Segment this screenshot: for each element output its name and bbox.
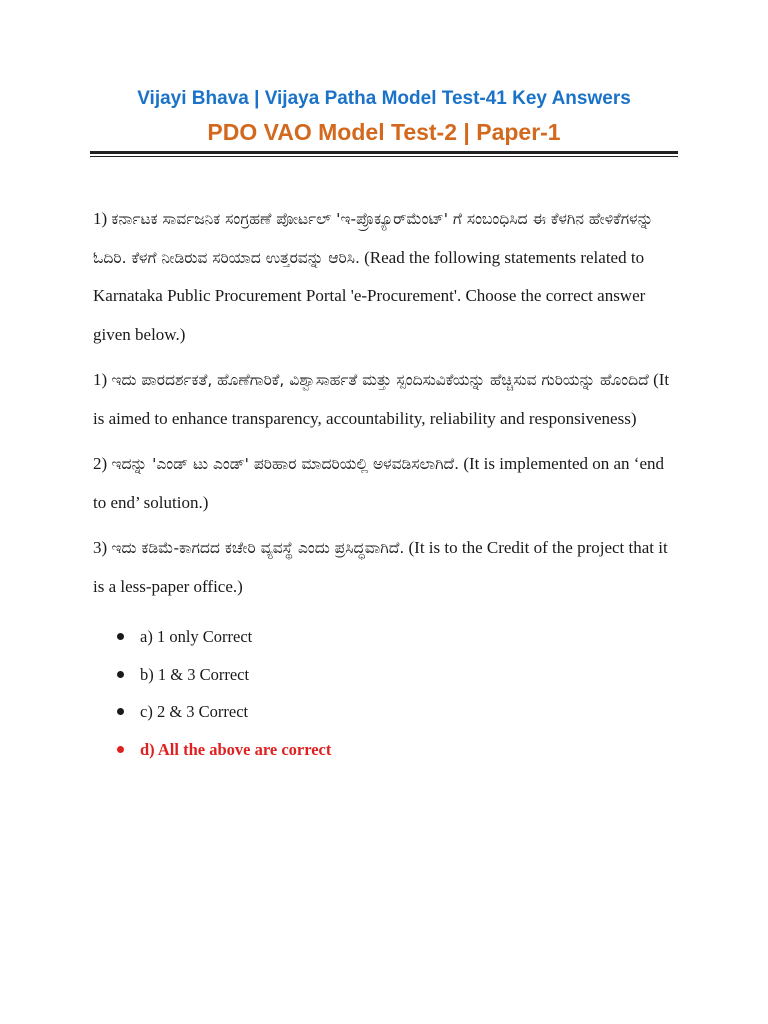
bullet-icon: [117, 633, 124, 640]
question-english: (Read the following statements related to Karnataka Public Procurement Portal 'e-Procurement'. Choose the correct answer given below.): [93, 247, 646, 344]
statement-kannada: ಇದು ಕಡಿಮೆ-ಕಾಗದದ ಕಚೇರಿ ವ್ಯವಸ್ಥೆ ಎಂದು ಪ್ರಸಿದ್ಧವಾಗಿದೆ.: [111, 539, 405, 557]
bullet-icon: [117, 671, 124, 678]
option-b: [93, 656, 673, 694]
statement-kannada: ಇದನ್ನು 'ಎಂಡ್ ಟು ಎಂಡ್' ಪರಿಹಾರ ಮಾದರಿಯಲ್ಲಿ ಅಳವಡಿಸಲಾಗಿದೆ.: [111, 455, 460, 473]
question-kannada: ಕರ್ನಾಟಕ ಸಾರ್ವಜನಿಕ ಸಂಗ್ರಹಣೆ ಪೋರ್ಟಲ್ 'ಇ-ಪ್ರೊಕ್ಯೂರ್‌ಮೆಂಟ್' ಗೆ ಸಂಬಂಧಿಸಿದ ಈ ಕೆಳಗಿನ ಹೇಳಿಕೆಗಳನ್ನು ಓದಿರಿ. ಕೆಳಗೆ ನೀಡಿರುವ ಸರಿಯಾದ ಉತ್ತರವನ್ನು ಆರಿಸಿ.: [93, 210, 654, 267]
statement-english: (It is aimed to enhance transparency, accountability, reliability and responsiveness): [93, 370, 670, 428]
option-label: d) All the above are correct: [140, 739, 332, 759]
statement-1: [93, 361, 673, 438]
statement-3: [93, 529, 673, 606]
option-label: b) 1 & 3 Correct: [140, 664, 250, 684]
bullet-icon: [117, 746, 124, 753]
statement-number: 1): [93, 370, 108, 389]
statement-2: [93, 445, 673, 522]
statement-number: 3): [93, 538, 108, 557]
option-c: [93, 693, 673, 731]
document-subtitle: Vijayi Bhava | Vijaya Patha Model Test-41 Key Answers: [137, 88, 631, 109]
header-divider-thin: [90, 156, 678, 157]
statement-number: 2): [93, 454, 108, 473]
option-label: a) 1 only Correct: [140, 627, 253, 646]
question-body: [93, 200, 673, 768]
document-title: PDO VAO Model Test-2 | Paper-1: [207, 119, 561, 145]
option-a: [93, 618, 673, 656]
question-number: 1): [93, 209, 108, 228]
statement-english: (It is to the Credit of the project that it is a less-paper office.): [93, 538, 668, 596]
header-divider-thick: [90, 151, 678, 154]
bullet-icon: [117, 708, 124, 715]
option-label: c) 2 & 3 Correct: [140, 702, 249, 721]
answer-options: [93, 618, 673, 768]
question-stem: [93, 200, 673, 354]
document-header: [90, 84, 678, 149]
statement-kannada: ಇದು ಪಾರದರ್ಶಕತೆ, ಹೊಣೆಗಾರಿಕೆ, ವಿಶ್ವಾಸಾರ್ಹತೆ ಮತ್ತು ಸ್ಪಂದಿಸುವಿಕೆಯನ್ನು ಹೆಚ್ಚಿಸುವ ಗುರಿಯನ್ನು ಹೊಂದಿದೆ: [111, 371, 649, 389]
statement-english: (It is implemented on an ‘end to end’ solution.): [93, 454, 664, 512]
option-d-correct-answer: [93, 731, 673, 769]
